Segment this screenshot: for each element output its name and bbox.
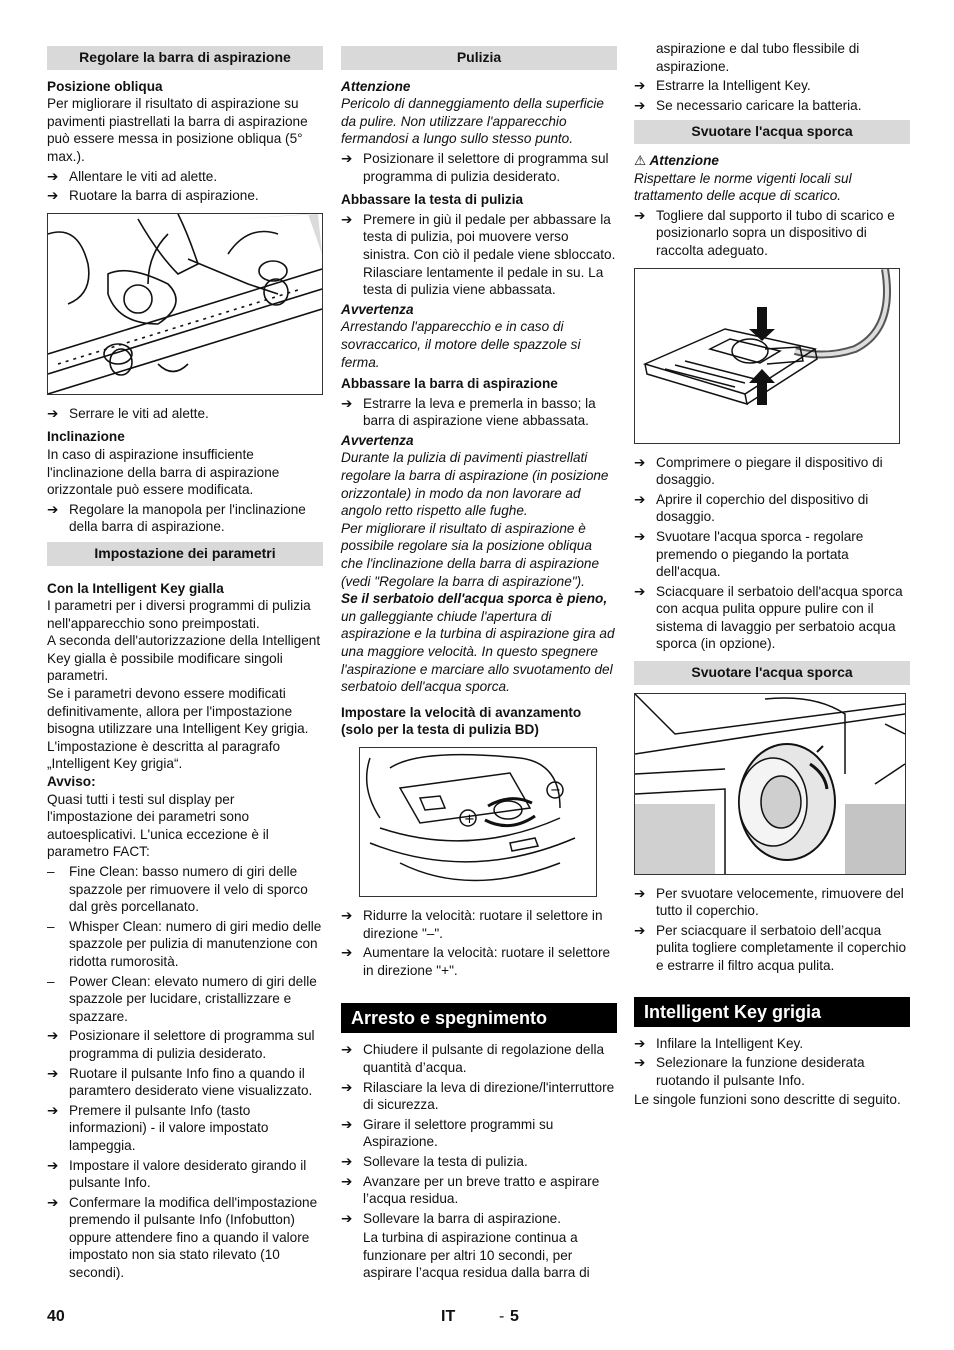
svg-text:+: + [464,811,475,827]
arrow-icon: ➔ [341,1153,353,1169]
figure-speed-selector [359,747,597,897]
note-title: Avvertenza [341,432,414,448]
arrow-icon: ➔ [634,207,646,223]
step: ➔ Infilare la Intelligent Key. [634,1035,804,1051]
arrow-icon: ➔ [47,1102,59,1118]
paragraph: I parametri per i diversi programmi di pulizia nell'apparecchio sono preimpostati. [47,598,311,631]
caution-title: Attenzione [341,78,411,94]
arrow-icon: ➔ [47,1028,59,1044]
step: ➔ Aprire il coperchio del dispositivo di dosaggio. [634,491,869,525]
subheading-inclination: Inclinazione [47,429,125,445]
step: ➔ Posizionare il selettore di programma sul programma di pulizia desiderato. [47,1028,315,1061]
step: ➔ Sollevare la testa di pulizia. [341,1153,528,1169]
step: ➔ Chiudere il pulsante di regolazione della quantità d’acqua. [341,1042,605,1075]
arrow-icon: ➔ [341,1042,353,1058]
caution-text: Pericolo di danneggiamento della superficie da pulire. Non utilizzare l'apparecchio fermandosi a lungo sullo stesso punto. [341,96,604,147]
svg-text:−: − [550,782,561,798]
note-text: Arrestando l'apparecchio e in caso di sovraccarico, il motore delle spazzole si ferma. [341,319,581,370]
footer-separator: - [499,1308,505,1325]
column-2 [341,42,617,1282]
paragraph: Se i parametri devono essere modificati definitivamente, allora per l'impostazione bisogna utilizzare una Intelligent Key grigia. L'impostazione è descritta al paragrafo „Intelligent Key grigia“. [47,686,309,772]
subheading-oblique: Posizione obliqua [47,78,163,94]
step: ➔ Sciacquare il serbatoio dell'acqua sporca con acqua pulita oppure pulire con il sistema di lavaggio per serbatoio acqua sporca (in opzione). [634,583,903,652]
step: ➔ Ruotare la barra di aspirazione. [47,188,259,204]
step: ➔ Premere in giù il pedale per abbassare la testa di pulizia, poi muovere verso sinistra. Con ciò il pedale viene sbloccato. Rilasciare lentamente il pedale in su. La testa di pulizia viene abbassata. [341,211,616,298]
step: ➔ Impostare il valore desiderato girando il pulsante Info. [47,1157,307,1191]
heading-intelligent-key-grey: Intelligent Key grigia [634,997,910,1027]
warning-triangle-icon: ⚠ [634,152,647,168]
arrow-icon: ➔ [634,885,646,901]
figure-tank-cover [634,693,906,875]
section-header-suction-bar: Regolare la barra di aspirazione [47,46,323,70]
column-1 [47,42,323,1284]
column-3 [634,40,910,1109]
step: ➔ Se necessario caricare la batteria. [634,97,862,113]
arrow-icon: ➔ [634,1035,646,1051]
arrow-icon: ➔ [634,97,646,113]
subheading-speed: Impostare la velocità di avanzamento (solo per la testa di pulizia BD) [341,704,582,738]
paragraph: aspirazione e dal tubo flessibile di aspirazione. [656,41,860,74]
step: ➔ Serrare le viti ad alette. [47,405,209,421]
arrow-icon: ➔ [47,1194,59,1210]
page-number: 40 [47,1308,65,1325]
step: ➔ Comprimere o piegare il dispositivo di dosaggio. [634,454,883,488]
arrow-icon: ➔ [341,1173,353,1189]
arrow-icon: ➔ [47,1065,59,1081]
language-code: IT [441,1308,456,1325]
step: ➔ Girare il selettore programmi su Aspirazione. [341,1116,554,1150]
note-title: Avvertenza [341,301,414,317]
step: ➔ Aumentare la velocità: ruotare il selettore in direzione "+". [341,945,611,978]
arrow-icon: ➔ [341,907,353,923]
subheading-lower-head: Abbassare la testa di pulizia [341,192,524,208]
arrow-icon: ➔ [341,211,353,227]
note-text: Per migliorare il risultato di aspirazione è possibile regolare sia la posizione obliqua che l'inclinazione della barra di aspirazione (vedi "Regolare la barra di aspirazione"). [341,520,600,589]
arrow-icon: ➔ [341,1210,353,1226]
caution-text: Rispettare le norme vigenti locali sul trattamento delle acque di scarico. [634,170,852,204]
subheading-lower-bar: Abbassare la barra di aspirazione [341,376,558,392]
paragraph: In caso di aspirazione insufficiente l'inclinazione della barra di aspirazione orizzontale può essere modificata. [47,446,280,498]
step: ➔ Rilasciare la leva di direzione/l'interruttore di sicurezza. [341,1079,615,1113]
step: ➔ Per sciacquare il serbatoio dell’acqua pulita togliere completamente il coperchio e estrarre il filtro acqua pulita. [634,922,907,974]
paragraph: A seconda dell'autorizzazione della Intelligent Key gialla è possibile modificare singoli parametri. [47,633,321,684]
paragraph: La turbina di aspirazione continua a funzionare per altri 10 secondi, per aspirare l’acqua residua dalla barra di [363,1230,590,1281]
caution-title: ⚠ Attenzione [634,152,719,168]
arrow-icon: ➔ [341,395,353,411]
arrow-icon: ➔ [47,188,59,204]
paragraph: Per migliorare il risultato di aspirazione su pavimenti piastrellati la barra di aspirazione può essere messa in posizione obliqua (5° max.). [47,96,308,164]
arrow-icon: ➔ [634,528,646,544]
arrow-icon: ➔ [634,1055,646,1071]
arrow-icon: ➔ [47,1157,59,1173]
note-text: Se il serbatoio dell'acqua sporca è pieno, un galleggiante chiude l'apertura di aspirazione e la turbina di aspirazione gira ad una maggiore velocità. In questo spegnere l'aspirazione e marciare allo svuotamento del serbatoio dell'acqua sporca. [341,591,615,695]
step: ➔ Sollevare la barra di aspirazione. [341,1210,561,1226]
section-header-drain-dirty-water: Svuotare l'acqua sporca [634,120,910,144]
step: ➔ Svuotare l'acqua sporca - regolare premendo o piegando la portata dell'acqua. [634,528,864,580]
paragraph: Le singole funzioni sono descritte di seguito. [634,1092,901,1108]
step: ➔ Ridurre la velocità: ruotare il selettore in direzione "–". [341,907,603,941]
list-item: – Fine Clean: basso numero di giri delle spazzole per rimuovere il velo di sporco dal grès porcellanato. [47,864,308,915]
step: ➔ Togliere dal supporto il tubo di scarico e posizionarlo sopra un dispositivo di raccolta adeguato. [634,207,895,258]
figure-suction-bar-rotation [47,213,323,395]
arrow-icon: ➔ [47,405,59,421]
arrow-icon: ➔ [341,1079,353,1095]
step: ➔ Estrarre la Intelligent Key. [634,78,811,94]
paragraph: Quasi tutti i testi sul display per l'impostazione dei parametri sono autoesplicativi. L'unica eccezione è il parametro FACT: [47,791,269,860]
arrow-icon: ➔ [341,150,353,166]
arrow-icon: ➔ [634,78,646,94]
figure-drain-hose [634,268,900,444]
step: ➔ Selezionare la funzione desiderata ruotando il pulsante Info. [634,1055,865,1088]
arrow-icon: ➔ [341,1116,353,1132]
step: ➔ Avanzare per un breve tratto e aspirare l’acqua residua. [341,1173,600,1207]
step: ➔ Premere il pulsante Info (tasto informazioni) - il valore impostato lampeggia. [47,1102,269,1153]
arrow-icon: ➔ [634,491,646,507]
note-label: Avviso: [47,774,96,790]
section-header-cleaning: Pulizia [341,46,617,70]
arrow-icon: ➔ [341,945,353,961]
arrow-icon: ➔ [47,168,59,184]
step: ➔ Ruotare il pulsante Info fino a quando il paramtero desiderato viene visualizzato. [47,1065,313,1099]
step: ➔ Estrarre la leva e premerla in basso; la barra di aspirazione viene abbassata. [341,395,596,429]
arrow-icon: ➔ [634,922,646,938]
step: ➔ Posizionare il selettore di programma sul programma di pulizia desiderato. [341,150,609,184]
arrow-icon: ➔ [47,501,59,517]
section-header-drain-dirty-water-2: Svuotare l'acqua sporca [634,661,910,685]
step: ➔ Confermare la modifica dell'impostazione premendo il pulsante Info (Infobutton) oppure attendere fino a quando il valore impostato non sia stato rilevato (10 secondi). [47,1194,318,1281]
note-text: Durante la pulizia di pavimenti piastrellati regolare la barra di aspirazione (in posizione orizzontale) in modo da non lavorare ad angolo retto rispetto alle fughe. [341,450,609,519]
list-item: – Power Clean: elevato numero di giri delle spazzole per lucidare, cristallizzare e spazzare. [47,973,317,1024]
heading-stop-shutdown: Arresto e spegnimento [341,1003,617,1033]
step: ➔ Per svuotare velocemente, rimuovere del tutto il coperchio. [634,885,904,919]
arrow-icon: ➔ [634,583,646,599]
step: ➔ Allentare le viti ad alette. [47,168,218,184]
section-page-number: 5 [510,1308,519,1325]
list-item: – Whisper Clean: numero di giri medio delle spazzole per pulizia di manutenzione con ridotta rumorosità. [47,918,322,969]
section-header-parameters: Impostazione dei parametri [47,542,323,566]
arrow-icon: ➔ [634,454,646,470]
subheading-yellow-key: Con la Intelligent Key gialla [47,580,224,596]
step: ➔ Regolare la manopola per l'inclinazione della barra di aspirazione. [47,501,306,535]
